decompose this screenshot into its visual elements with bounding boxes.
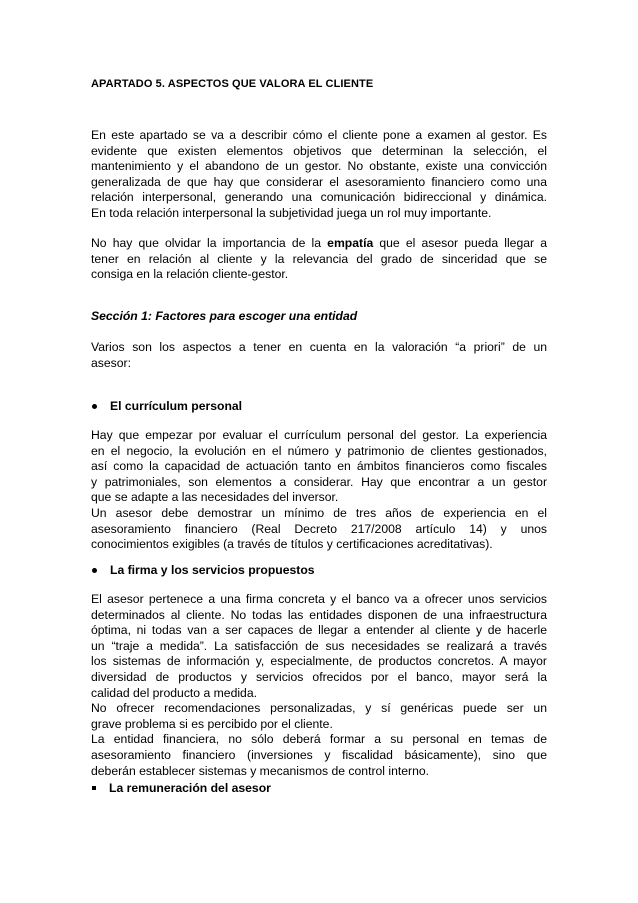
curriculum-paragraph: [91, 428, 547, 553]
bullet-firma-servicios: [91, 563, 315, 577]
bullet-label: El currículum personal: [110, 399, 243, 413]
firma-line: La entidad financiera, no sólo deberá formar a su personal en temas de: [91, 732, 547, 747]
curriculum-line: conocimientos exigibles (a través de títulos y certificaciones acreditativas).: [91, 537, 493, 552]
curriculum-line: Hay que empezar por evaluar el currículum personal del gestor. La experiencia: [91, 428, 547, 442]
bullet-dot-icon: [92, 568, 97, 573]
firma-line: El asesor pertenece a una firma concreta y el banco va a ofrecer unos servicios: [91, 592, 547, 606]
intro-line: En este apartado se va a describir cómo el cliente pone a examen al gestor. Es: [91, 128, 547, 142]
section-1-intro-line: asesor:: [91, 355, 131, 370]
bullet-square-icon: [92, 786, 96, 790]
intro-line: En toda relación interpersonal la subjetividad juega un rol muy importante.: [91, 205, 492, 220]
firma-line: asesoramiento financiero (inversiones y fiscalidad básicamente), sino que: [91, 747, 547, 762]
intro-line: generalizada de que hay que considerar el asesoramiento financiero como una: [91, 174, 547, 189]
firma-line: calidad del producto a medida.: [91, 685, 257, 700]
firma-line: No ofrecer recomendaciones personalizadas, y sí genéricas puede ser un: [91, 701, 547, 716]
firma-line: los sistemas de información y, especialmente, de productos concretos. A mayor: [91, 654, 547, 669]
intro-line: mantenimiento y el abandono de un gestor. No obstante, existe una convicción: [91, 159, 547, 174]
bullet-label: La remuneración del asesor: [109, 781, 271, 795]
empathy-line: consiga en la relación cliente-gestor.: [91, 267, 289, 282]
curriculum-line: Un asesor debe demostrar un mínimo de tres años de experiencia en el: [91, 505, 547, 520]
firma-line: óptima, ni todas van a ser capaces de llegar a entender al cliente y de hacerle: [91, 623, 547, 638]
firma-line: diversidad de productos y servicios ofrecidos por el banco, mayor será la: [91, 669, 547, 684]
curriculum-line: que se adapte a las necesidades del inversor.: [91, 490, 339, 505]
firma-line: grave problema si es percibido por el cliente.: [91, 716, 333, 731]
bullet-dot-icon: [92, 404, 97, 409]
curriculum-line: así como la capacidad de actuación tanto en ámbitos financieros como fiscales: [91, 459, 547, 474]
curriculum-line: asesoramiento financiero (Real Decreto 217/2008 artículo 14) y unos: [91, 521, 547, 536]
page-heading: APARTADO 5. ASPECTOS QUE VALORA EL CLIENTE: [91, 78, 374, 90]
empathy-line: tener en relación al cliente y la relevancia del grado de sinceridad que se: [91, 251, 547, 266]
section-1-intro: [91, 340, 547, 371]
empathy-line: No hay que olvidar la importancia de la empatía que el asesor pueda llegar a: [91, 236, 547, 250]
bullet-curriculum: [91, 399, 242, 413]
intro-paragraph: [91, 128, 547, 222]
bullet-remuneracion: [91, 781, 271, 795]
bullet-label: La firma y los servicios propuestos: [110, 563, 315, 577]
intro-line: evidente que existen elementos objetivos que determinan la selección, el: [91, 143, 547, 158]
curriculum-line: en el negocio, la evolución en el número y patrimonio de clientes gestionados,: [91, 443, 547, 458]
curriculum-line: y patrimoniales, son elementos a considerar. Hay que encontrar a un gestor: [91, 474, 547, 489]
section-1-intro-line: Varios son los aspectos a tener en cuenta en la valoración “a priori” de un: [91, 340, 547, 354]
empathy-bold-word: empatía: [327, 236, 374, 250]
firma-line: determinados al cliente. No todas las entidades disponen de una infraestructura: [91, 607, 547, 622]
empathy-paragraph: [91, 236, 547, 283]
intro-line: relación interpersonal, generando una comunicación bidireccional y dinámica.: [91, 190, 547, 205]
section-1-title: Sección 1: Factores para escoger una entidad: [91, 309, 358, 323]
firma-line: deberán establecer sistemas y mecanismos de control interno.: [91, 763, 430, 778]
firma-paragraph: [91, 592, 547, 779]
firma-line: un “traje a medida”. La satisfacción de sus necesidades se realizará a través: [91, 638, 547, 653]
